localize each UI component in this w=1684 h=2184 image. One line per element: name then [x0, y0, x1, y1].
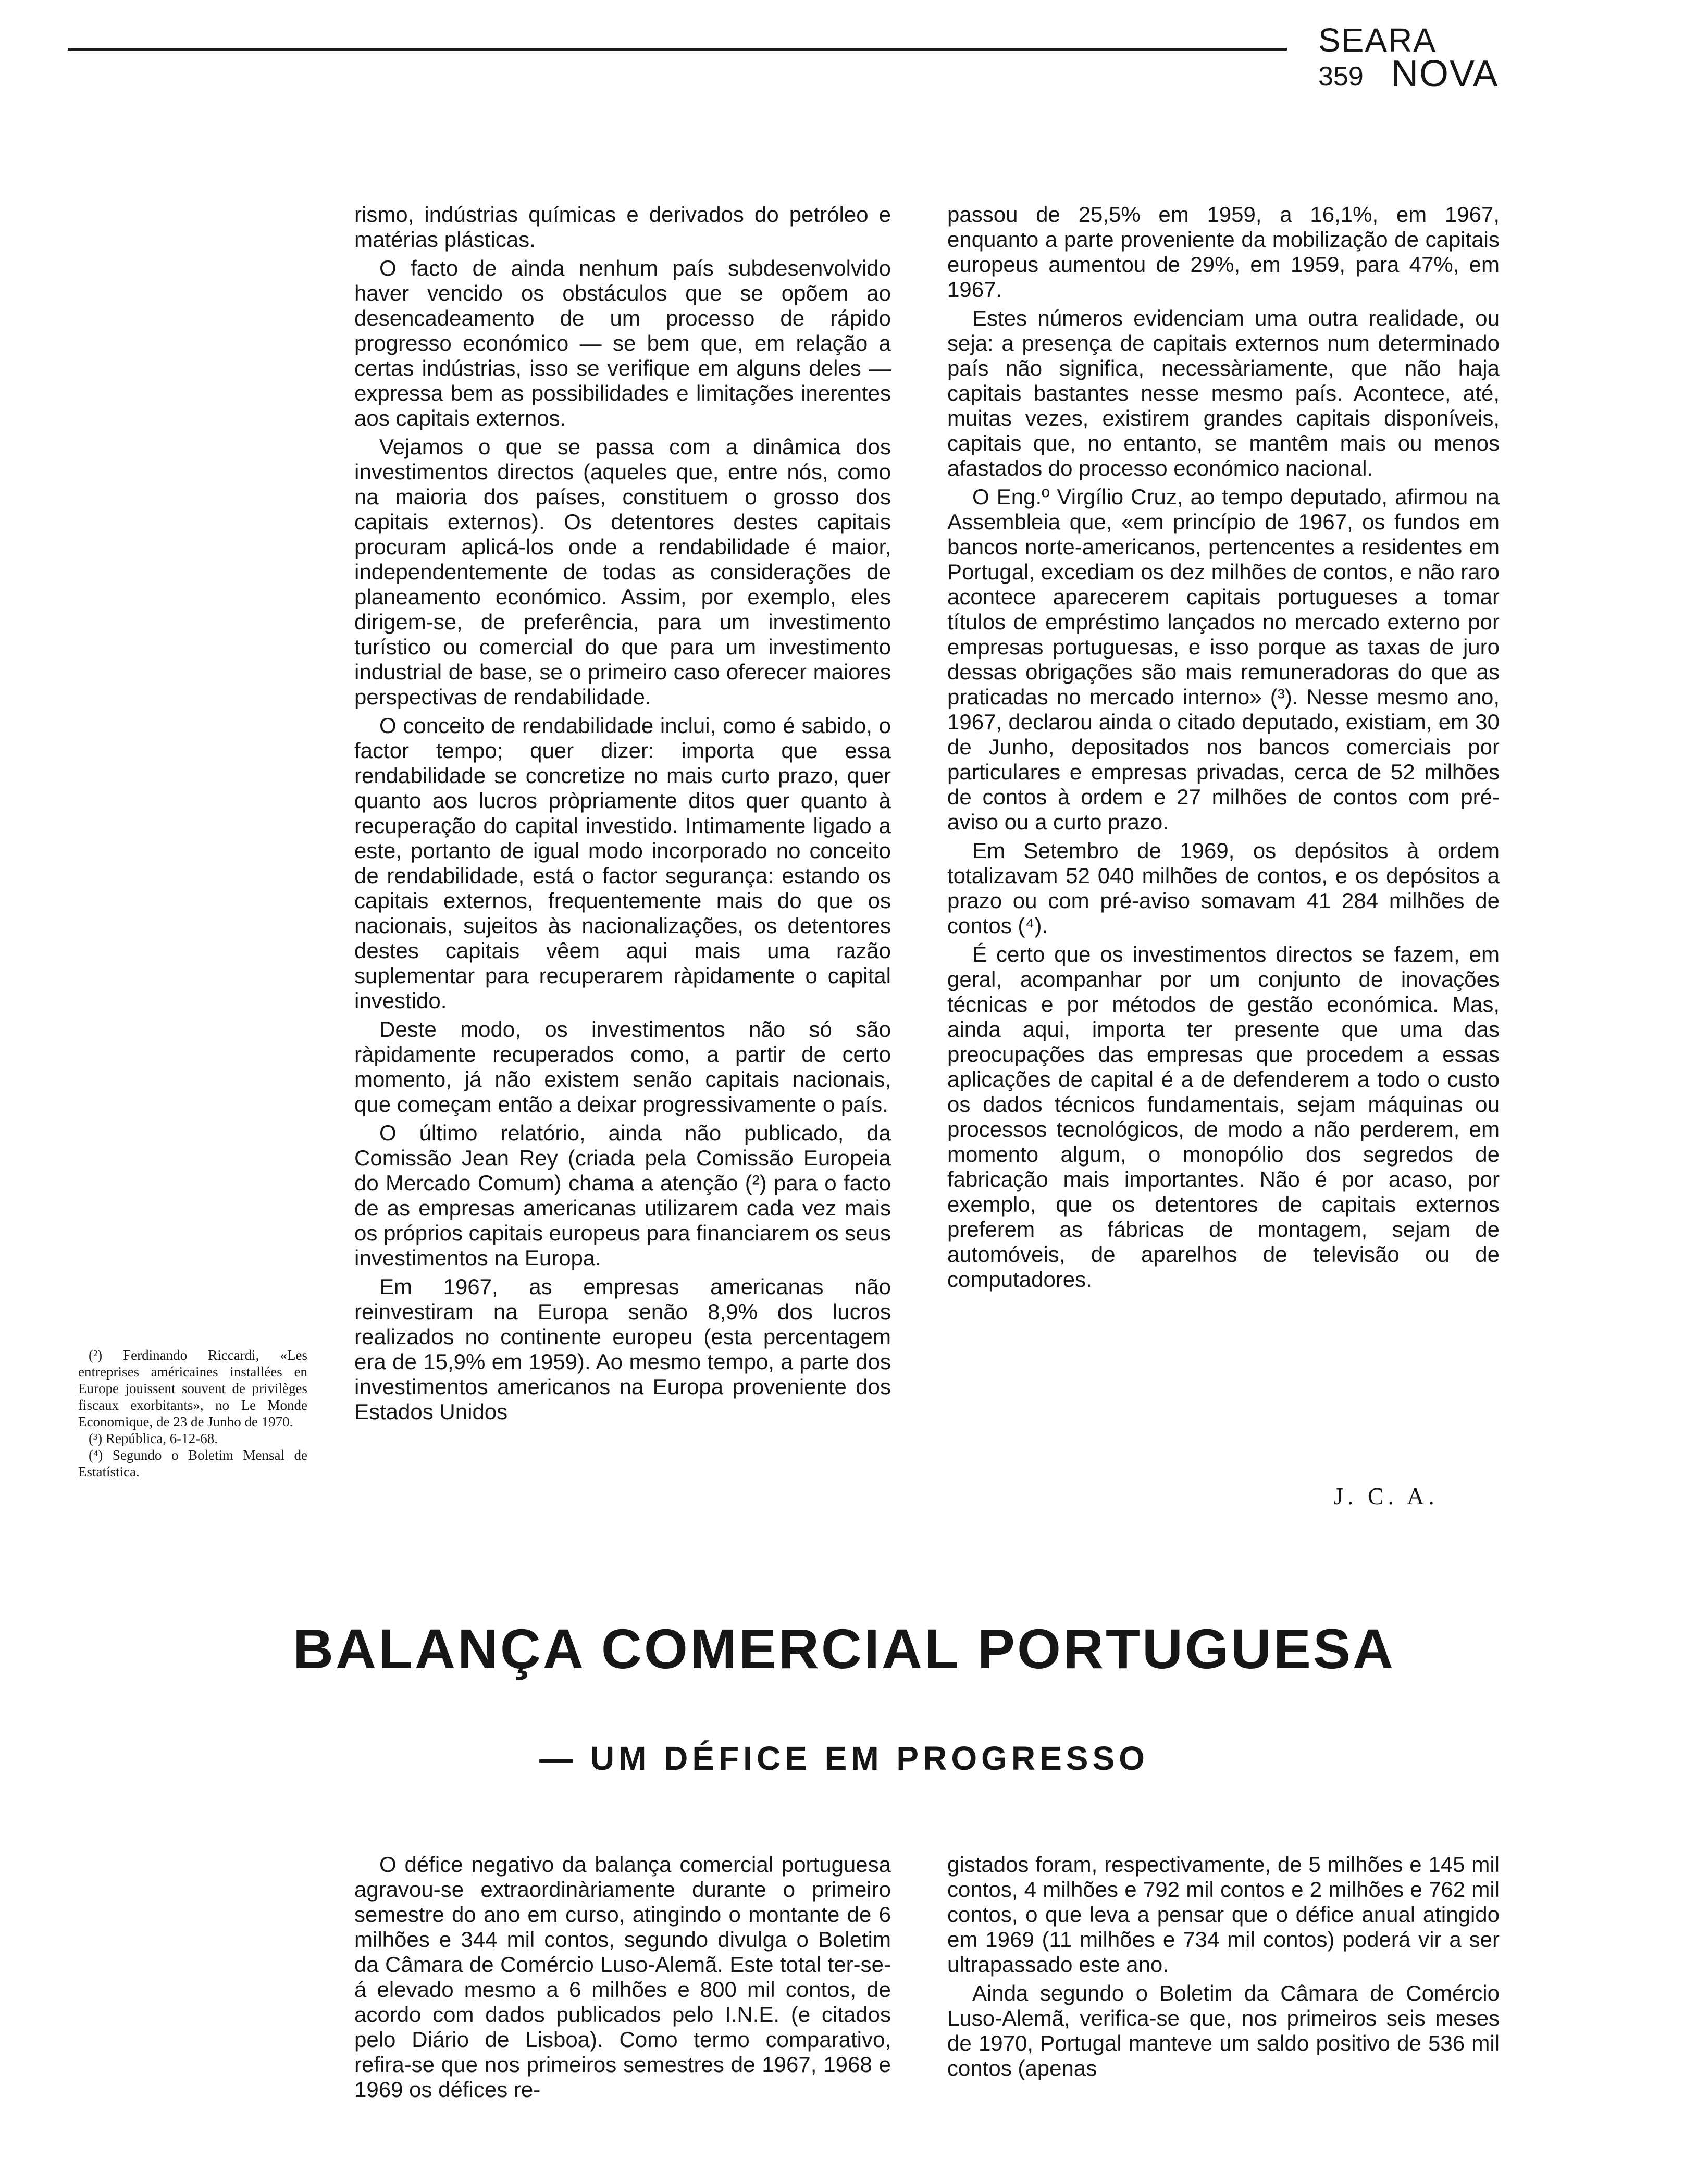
- footnote: (²) Ferdinando Riccardi, «Les entreprises américaines installées en Europe jouissent souvent de privilèges fiscaux exorbitants», no Le Monde Economique, de 23 de Junho de 1970.: [78, 1347, 307, 1430]
- paragraph: O último relatório, ainda não publicado, da Comissão Jean Rey (criada pela Comissão Europeia do Mercado Comum) chama a atenção (²) para o facto de as empresas americanas utilizarem cada vez mais os próprios capitais europeus para financiarem os seus investimentos na Europa.: [354, 1121, 891, 1270]
- paragraph: rismo, indústrias químicas e derivados do petróleo e matérias plásticas.: [354, 202, 891, 252]
- footnote: (⁴) Segundo o Boletim Mensal de Estatística.: [78, 1447, 307, 1480]
- masthead-seara: SEARA: [1318, 21, 1437, 59]
- paragraph: Estes números evidenciam uma outra realidade, ou seja: a presença de capitais externos num determinado país não significa, necessàriamente, que não haja capitais bastantes nesse mesmo país. Acontece, até, muitas vezes, existirem grandes capitais disponíveis, capitais que, no entanto, se mantêm mais ou menos afastados do processo económico nacional.: [947, 306, 1500, 480]
- header-rule: [68, 48, 1287, 51]
- article-column-right: [947, 202, 1500, 1525]
- article-column-left: [354, 202, 891, 1525]
- paragraph: É certo que os investimentos directos se fazem, em geral, acompanhar por um conjunto de inovações técnicas e por métodos de gestão económica. Mas, ainda aqui, importa ter presente que uma das preocupações das empresas que procedem a essas aplicações de capital é a de defenderem a todo o custo os dados técnicos fundamentais, sejam máquinas ou processos tecnológicos, de modo a não perderem, em momento algum, o monopólio dos segredos de fabricação mais importantes. Não é por acaso, por exemplo, que os detentores de capitais externos preferem as fábricas de montagem, sejam de automóveis, de aparelhos de televisão ou de computadores.: [947, 942, 1500, 1292]
- paragraph: gistados foram, respectivamente, de 5 milhões e 145 mil contos, 4 milhões e 792 mil contos e 2 milhões e 762 mil contos, o que leva a pensar que o défice anual atingido em 1969 (11 milhões e 734 mil contos) poderá vir a ser ultrapassado este ano.: [947, 1852, 1500, 1977]
- paragraph: Deste modo, os investimentos não só são ràpidamente recuperados como, a partir de certo momento, já não existem senão capitais nacionais, que começam então a deixar progressivamente o país.: [354, 1017, 891, 1116]
- footnotes: [78, 1347, 307, 1480]
- footnote: (³) República, 6-12-68.: [89, 1431, 218, 1446]
- paragraph: O défice negativo da balança comercial portuguesa agravou-se extraordinàriamente durante o primeiro semestre do ano em curso, atingindo o montante de 6 milhões e 344 mil contos, segundo divulga o Boletim da Câmara de Comércio Luso-Alemã. Este total ter-se-á elevado mesmo a 6 milhões e 800 mil contos, de acordo com dados publicados pelo I.N.E. (e citados pelo Diário de Lisboa). Como termo comparativo, refira-se que nos primeiros semestres de 1967, 1968 e 1969 os défices re-: [354, 1852, 891, 2102]
- article-subheadline: — UM DÉFICE EM PROGRESSO: [539, 1740, 1149, 1777]
- new-article-column-right: [947, 1852, 1500, 2175]
- paragraph: O conceito de rendabilidade inclui, como é sabido, o factor tempo; quer dizer: importa que essa rendabilidade se concretize no mais curto prazo, quer quanto aos lucros pròpriamente ditos quer quanto à recuperação do capital investido. Intimamente ligado a este, portanto de igual modo incorporado no conceito de rendabilidade, está o factor segurança: estando os capitais externos, frequentemente mais do que os nacionais, sujeitos às nacionalizações, os detentores destes capitais vêem aqui mais uma razão suplementar para recuperarem ràpidamente o capital investido.: [354, 713, 891, 1013]
- paragraph: Em Setembro de 1969, os depósitos à ordem totalizavam 52 040 milhões de contos, e os depósitos a prazo ou com pré-aviso somavam 41 284 milhões de contos (⁴).: [947, 838, 1500, 938]
- masthead-nova: NOVA: [1391, 53, 1499, 95]
- page-number: 359: [1318, 61, 1364, 92]
- paragraph: Em 1967, as empresas americanas não reinvestiram na Europa senão 8,9% dos lucros realizados no continente europeu (esta percentagem era de 15,9% em 1959). Ao mesmo tempo, a parte dos investimentos americanos na Europa proveniente dos Estados Unidos: [354, 1274, 891, 1424]
- masthead: [1318, 22, 1516, 95]
- paragraph: passou de 25,5% em 1959, a 16,1%, em 1967, enquanto a parte proveniente da mobilização de capitais europeus aumentou de 29%, em 1959, para 47%, em 1967.: [947, 202, 1500, 302]
- paragraph: Ainda segundo o Boletim da Câmara de Comércio Luso-Alemã, verifica-se que, nos primeiros seis meses de 1970, Portugal manteve um saldo positivo de 536 mil contos (apenas: [947, 1981, 1500, 2080]
- paragraph: O facto de ainda nenhum país subdesenvolvido haver vencido os obstáculos que se opõem ao desencadeamento de um processo de rápido progresso económico — se bem que, em relação a certas indústrias, isso se verifique em alguns deles — expressa bem as possibilidades e limitações inerentes aos capitais externos.: [354, 256, 891, 430]
- article-headline: BALANÇA COMERCIAL PORTUGUESA: [292, 1617, 1395, 1680]
- author-signature: J. C. A.: [1334, 1483, 1439, 1509]
- paragraph: Vejamos o que se passa com a dinâmica dos investimentos directos (aqueles que, entre nós, como na maioria dos países, constituem o grosso dos capitais externos). Os detentores destes capitais procuram aplicá-los onde a rendabilidade é maior, independentemente de todas as considerações de planeamento económico. Assim, por exemplo, eles dirigem-se, de preferência, para um investimento turístico ou comercial do que para um investimento industrial de base, se o primeiro caso oferecer maiores perspectivas de rendabilidade.: [354, 435, 891, 709]
- paragraph: O Eng.º Virgílio Cruz, ao tempo deputado, afirmou na Assembleia que, «em princípio de 1967, os fundos em bancos norte-americanos, pertencentes a residentes em Portugal, excediam os dez milhões de contos, e não raro acontece aparecerem capitais portugueses a tomar títulos de empréstimo lançados no mercado externo por empresas portuguesas, e isso porque as taxas de juro dessas obrigações são mais remuneradoras do que as praticadas no mercado interno» (³). Nesse mesmo ano, 1967, declarou ainda o citado deputado, existiam, em 30 de Junho, depositados nos bancos comerciais por particulares e empresas privadas, cerca de 52 milhões de contos à ordem e 27 milhões de contos com pré-aviso ou a curto prazo.: [947, 485, 1500, 834]
- new-article-column-left: [354, 1852, 891, 2175]
